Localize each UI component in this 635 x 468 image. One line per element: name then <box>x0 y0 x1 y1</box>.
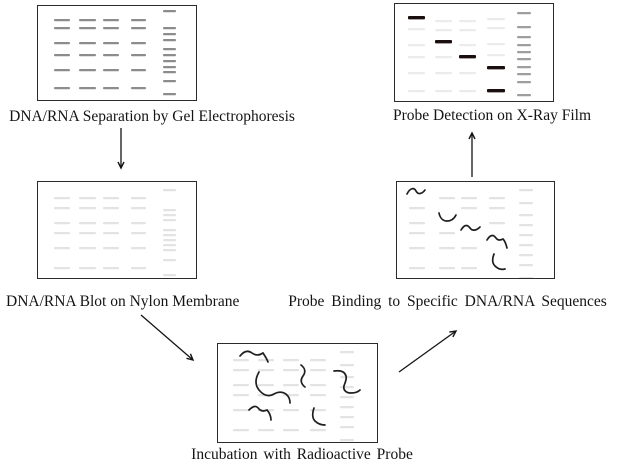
dna-band <box>103 87 119 89</box>
ladder-band <box>163 189 176 191</box>
dna-band <box>435 72 452 74</box>
dna-band <box>435 20 452 22</box>
dna-band <box>489 197 505 199</box>
ladder-band <box>519 254 533 256</box>
ladder-band <box>517 66 531 68</box>
arrow-incubation-to-binding <box>399 331 456 372</box>
ladder-band <box>163 259 176 261</box>
ladder-band <box>517 73 531 75</box>
probe-squiggle <box>439 213 456 221</box>
dna-band <box>79 267 96 269</box>
dna-band <box>310 429 326 431</box>
arrow-membrane-to-incubation <box>141 315 193 360</box>
dna-band <box>54 19 70 21</box>
dna-band <box>461 247 477 249</box>
dna-band <box>310 359 326 361</box>
dna-band <box>233 429 249 431</box>
ladder-band <box>519 189 533 191</box>
dna-band <box>461 267 477 269</box>
dna-band <box>409 232 425 234</box>
dna-band <box>461 197 477 199</box>
ladder-band <box>340 439 354 441</box>
dna-band <box>103 54 119 56</box>
ladder-band <box>163 229 176 231</box>
nylon-membrane-label: DNA/RNA Blot on Nylon Membrane <box>6 293 240 310</box>
dna-band <box>54 232 70 234</box>
dna-band <box>79 87 96 89</box>
ladder-band <box>517 36 531 38</box>
dna-band <box>435 90 452 92</box>
dna-band <box>459 44 476 46</box>
dna-band <box>131 267 146 269</box>
dna-band <box>408 56 425 58</box>
dna-band <box>54 247 70 249</box>
ladder-band <box>517 44 531 46</box>
ladder-band <box>340 351 354 353</box>
dna-band <box>310 369 326 371</box>
dna-band <box>487 27 505 29</box>
dna-band <box>131 197 146 199</box>
xray-film-panel <box>394 3 554 102</box>
dna-band <box>131 222 146 224</box>
dna-band <box>103 207 119 209</box>
dna-band <box>79 207 96 209</box>
dna-band <box>103 267 119 269</box>
dna-band <box>487 54 505 56</box>
probe-squiggle <box>249 406 271 420</box>
dna-band <box>79 69 96 71</box>
dna-band <box>131 232 146 234</box>
ladder-band <box>163 60 176 62</box>
dna-band <box>487 18 505 20</box>
ladder-band <box>163 66 176 68</box>
dna-band <box>79 232 96 234</box>
ladder-band <box>163 27 176 29</box>
dna-band <box>79 42 96 44</box>
dna-band <box>408 72 425 74</box>
dna-band <box>131 27 146 29</box>
dna-band <box>233 394 249 396</box>
dna-band <box>487 43 505 45</box>
dna-band <box>103 27 119 29</box>
ladder-band <box>163 214 176 216</box>
dna-band <box>258 369 274 371</box>
dna-band <box>409 267 425 269</box>
dna-band <box>283 359 299 361</box>
probe-binding-panel <box>396 181 555 279</box>
dna-band <box>408 90 425 92</box>
probe-squiggle <box>301 365 305 387</box>
incubation-label: Incubation with Radioactive Probe <box>191 446 413 463</box>
dna-band <box>79 27 96 29</box>
ladder-band <box>163 274 176 276</box>
dna-band <box>487 89 505 92</box>
dna-band <box>54 54 70 56</box>
dna-band <box>435 56 452 58</box>
dna-band <box>439 267 455 269</box>
probe-squiggle <box>334 371 360 393</box>
dna-band <box>310 384 326 386</box>
dna-band <box>283 429 299 431</box>
dna-band <box>283 409 299 411</box>
ladder-band <box>340 396 354 398</box>
dna-band <box>103 247 119 249</box>
ladder-band <box>163 93 176 95</box>
ladder-band <box>340 426 354 428</box>
ladder-band <box>517 12 531 14</box>
probe-binding-pattern <box>397 182 554 278</box>
dna-band <box>459 72 476 74</box>
ladder-band <box>163 234 176 236</box>
dna-band <box>131 69 146 71</box>
dna-band <box>408 28 425 30</box>
dna-band <box>103 222 119 224</box>
dna-band <box>131 207 146 209</box>
dna-band <box>283 384 299 386</box>
dna-band <box>54 267 70 269</box>
dna-band <box>79 19 96 21</box>
ladder-band <box>163 10 176 12</box>
dna-band <box>435 40 452 43</box>
dna-band <box>283 369 299 371</box>
dna-band <box>489 207 505 209</box>
probe-squiggle <box>461 226 480 231</box>
dna-band <box>131 54 146 56</box>
ladder-band <box>163 80 176 82</box>
ladder-band <box>519 277 533 278</box>
xray-film-label: Probe Detection on X-Ray Film <box>392 107 592 124</box>
dna-band <box>439 232 455 234</box>
dna-band <box>439 247 455 249</box>
dna-band <box>54 197 70 199</box>
incubation-panel <box>217 343 378 443</box>
ladder-band <box>163 219 176 221</box>
ladder-band <box>519 264 533 266</box>
dna-band <box>409 207 425 209</box>
ladder-band <box>163 39 176 41</box>
ladder-band <box>340 386 354 388</box>
dna-band <box>459 90 476 92</box>
ladder-band <box>163 71 176 73</box>
ladder-band <box>340 406 354 408</box>
dna-band <box>409 247 425 249</box>
dna-band <box>489 222 505 224</box>
dna-band <box>459 55 476 58</box>
dna-band <box>54 69 70 71</box>
dna-band <box>258 429 274 431</box>
xray-film-band-pattern <box>395 4 553 101</box>
dna-band <box>54 27 70 29</box>
dna-band <box>233 359 249 361</box>
dna-band <box>459 20 476 22</box>
ladder-band <box>163 209 176 211</box>
probe-squiggle <box>407 189 425 194</box>
membrane-band-pattern <box>38 182 196 278</box>
dna-band <box>487 66 505 69</box>
ladder-band <box>163 33 176 35</box>
dna-band <box>233 409 249 411</box>
dna-band <box>54 222 70 224</box>
dna-band <box>439 197 455 199</box>
dna-band <box>131 19 146 21</box>
nylon-membrane-panel <box>37 181 197 279</box>
ladder-band <box>340 364 354 366</box>
probe-binding-label: Probe Binding to Specific DNA/RNA Sequences <box>288 293 607 310</box>
dna-band <box>131 87 146 89</box>
dna-band <box>79 247 96 249</box>
ladder-band <box>519 202 533 204</box>
ladder-band <box>517 51 531 53</box>
gel-electrophoresis-label: DNA/RNA Separation by Gel Electrophoresis <box>9 108 295 125</box>
dna-band <box>258 384 274 386</box>
probe-squiggle <box>487 236 507 248</box>
dna-band <box>233 384 249 386</box>
ladder-band <box>519 244 533 246</box>
dna-band <box>103 232 119 234</box>
dna-band <box>310 394 326 396</box>
dna-band <box>103 69 119 71</box>
dna-band <box>54 207 70 209</box>
dna-band <box>79 222 96 224</box>
ladder-band <box>517 58 531 60</box>
ladder-band <box>163 48 176 50</box>
dna-band <box>79 197 96 199</box>
ladder-band <box>517 26 531 28</box>
dna-band <box>459 29 476 31</box>
dna-band <box>103 19 119 21</box>
ladder-band <box>163 244 176 246</box>
probe-squiggle <box>493 254 505 269</box>
ladder-band <box>519 214 533 216</box>
dna-band <box>103 42 119 44</box>
ladder-band <box>517 81 531 83</box>
probe-squiggle <box>256 372 290 403</box>
dna-band <box>54 42 70 44</box>
dna-band <box>461 207 477 209</box>
dna-band <box>131 247 146 249</box>
dna-band <box>435 29 452 31</box>
ladder-band <box>163 239 176 241</box>
dna-band <box>54 87 70 89</box>
dna-band <box>103 197 119 199</box>
ladder-band <box>163 54 176 56</box>
gel-band-pattern <box>38 6 196 100</box>
dna-band <box>131 42 146 44</box>
ladder-band <box>517 94 531 96</box>
ladder-band <box>519 224 533 226</box>
dna-band <box>409 222 425 224</box>
ladder-band <box>340 416 354 418</box>
incubation-pattern <box>218 344 377 442</box>
dna-band <box>233 369 249 371</box>
gel-electrophoresis-panel <box>37 5 197 101</box>
dna-band <box>79 54 96 56</box>
dna-band <box>408 16 425 19</box>
ladder-band <box>163 249 176 251</box>
ladder-band <box>519 234 533 236</box>
dna-band <box>408 44 425 46</box>
